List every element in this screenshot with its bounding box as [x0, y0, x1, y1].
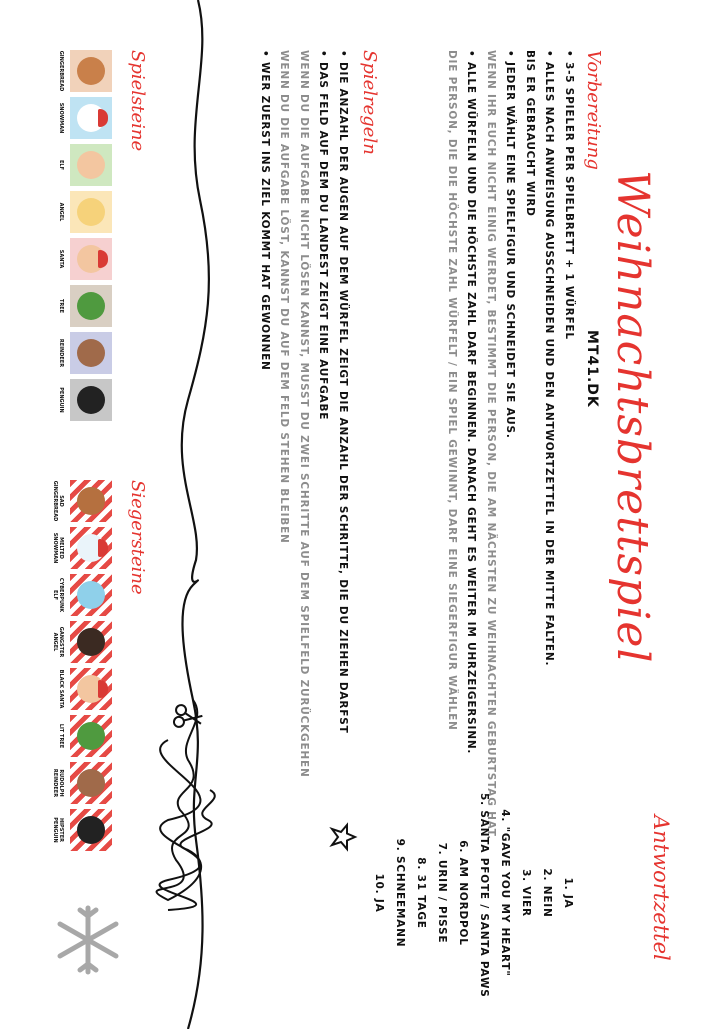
siegersteine-piece-tile	[70, 762, 112, 804]
spielsteine-piece-tile	[70, 332, 112, 374]
vorbereitung-line: • JEDER WÄHLT EINE SPIELFIGUR UND SCHNEIDET SIE AUS.	[504, 50, 517, 439]
siegersteine-piece-label: RUDOLPH REINDEER	[52, 768, 64, 798]
santa-hat-icon	[98, 109, 108, 127]
character-face-icon	[77, 151, 105, 179]
siegersteine-piece-tile	[70, 715, 112, 757]
siegersteine-piece-label: MELTED SNOWMAN	[52, 532, 64, 564]
spielsteine-piece-label: PENGUIN	[58, 387, 64, 413]
answer-item: 6. AM NORDPOL	[457, 840, 469, 946]
character-face-icon	[77, 57, 105, 85]
vorbereitung-line: DIE PERSON, DIE DIE HÖCHSTE ZAHL WÜRFELT / EIN SPIEL GEWINNT, DARF EINE SIEGERFIGUR WÄHLEN	[446, 50, 458, 731]
siegersteine-piece-tile	[70, 527, 112, 569]
spielsteine-piece-label: SNOWMAN	[58, 102, 64, 134]
character-face-icon	[77, 292, 105, 320]
spielsteine-piece-label: TREE	[58, 298, 64, 314]
siegersteine-piece-tile	[70, 668, 112, 710]
santa-hat-icon	[98, 250, 108, 268]
siegersteine-tiles	[70, 480, 112, 851]
spielsteine-tiles	[70, 50, 112, 421]
siegersteine-piece-label: HIPSTER PENGUIN	[52, 817, 64, 843]
character-face-icon	[77, 816, 105, 844]
siegersteine-piece-label: CYBERPUNK ELF	[52, 577, 64, 613]
spielsteine-piece-label: REINDEER	[58, 338, 64, 368]
spielsteine-piece-tile	[70, 379, 112, 421]
siegersteine-piece-label: GANGSTER ANGEL	[52, 626, 64, 658]
spielregeln-line: • DIE ANZAHL DER AUGEN AUF DEM WÜRFEL ZEIGT DIE ANZAHL DER SCHRITTE, DIE DU ZIEHEN DARFST	[337, 50, 349, 734]
spielsteine-piece-label: SANTA	[58, 249, 64, 269]
spielsteine-piece-label: ANGEL	[58, 202, 64, 222]
vorbereitung-line: • ALLE WÜRFELN UND DIE HÖCHSTE ZAHL DARF BEGINNEN. DANACH GEHT ES WEITER IM UHRZEIGERSINN.	[465, 50, 478, 755]
spielsteine-labels	[58, 50, 64, 421]
page-title: Weihnachtsbrettspiel	[607, 170, 658, 664]
siegersteine-labels	[52, 480, 64, 851]
answer-item: 10. JA	[373, 873, 385, 913]
answer-item: 5. SANTA PFOTE / SANTA PAWS	[478, 793, 490, 998]
siegersteine-piece-tile	[70, 621, 112, 663]
spielsteine-piece-label: ELF	[58, 159, 64, 171]
character-face-icon	[77, 339, 105, 367]
character-face-icon	[77, 581, 105, 609]
siegersteine-piece-tile	[70, 480, 112, 522]
page-subtitle: MT41.DK	[584, 330, 600, 408]
spielsteine-heading: Spielsteine	[127, 50, 148, 152]
vorbereitung-heading: Vorbereitung	[583, 50, 604, 170]
spielregeln-line: • DAS FELD AUF DEM DU LANDEST ZEIGT EINE AUFGABE	[317, 50, 330, 421]
answer-item: 9. SCHNEEMANN	[394, 838, 406, 948]
vorbereitung-line: WENN IHR EUCH NICHT EINIG WERDET, BESTIMMT DIE PERSON, DIE AM NÄCHSTEN ZU WEIHNACHTEN GEBURTSTAG HAT.	[485, 50, 497, 840]
antwortzettel-heading: Antwortzettel	[649, 815, 673, 961]
spielregeln-line: • WER ZUERST INS ZIEL KOMMT HAT GEWONNEN	[259, 50, 271, 371]
siegersteine-piece-tile	[70, 809, 112, 851]
spielsteine-piece-tile	[70, 238, 112, 280]
character-face-icon	[77, 487, 105, 515]
character-face-icon	[77, 769, 105, 797]
answer-item: 8. 31 TAGE	[415, 857, 427, 929]
spielsteine-piece-tile	[70, 50, 112, 92]
siegersteine-heading: Siegersteine	[127, 480, 148, 595]
answer-item: 7. URIN / PISSE	[436, 842, 448, 944]
character-face-icon	[77, 722, 105, 750]
answer-list	[368, 793, 578, 998]
character-face-icon	[77, 198, 105, 226]
spielregeln-list	[255, 50, 353, 778]
snowflake-icon	[60, 908, 116, 972]
answer-item: 4. "GAVE YOU MY HEART"	[499, 809, 511, 977]
siegersteine-piece-tile	[70, 574, 112, 616]
spielregeln-line: WENN DU DIE AUFGABE NICHT LÖSEN KANNST, MUSST DU ZWEI SCHRITTE AUF DEM SPIELFELD ZURÜCKGEHEN	[298, 50, 310, 778]
siegersteine-piece-label: LIT TREE	[58, 723, 64, 749]
spielregeln-line: WENN DU DIE AUFGABE LÖST, KANNST DU AUF DEM FELD STEHEN BLEIBEN	[278, 50, 291, 544]
answer-item: 1. JA	[562, 877, 574, 909]
star-icon	[332, 825, 355, 849]
vorbereitung-list	[442, 50, 579, 840]
spielsteine-piece-label: GINGERBREAD	[58, 50, 64, 92]
santa-hat-icon	[98, 680, 108, 698]
spielsteine-piece-tile	[70, 285, 112, 327]
answer-item: 2. NEIN	[541, 868, 553, 918]
spielsteine-piece-tile	[70, 191, 112, 233]
spielregeln-heading: Spielregeln	[359, 50, 380, 155]
character-face-icon	[77, 386, 105, 414]
character-face-icon	[77, 628, 105, 656]
siegersteine-piece-label: SAD GINGERBREAD	[52, 480, 64, 522]
spielsteine-piece-tile	[70, 97, 112, 139]
vorbereitung-line: BIS ER GEBRAUCHT WIRD	[524, 50, 536, 217]
answer-item: 3. VIER	[520, 869, 532, 917]
santa-hat-icon	[98, 539, 108, 557]
vorbereitung-line: • 3-5 SPIELER PER SPIELBRETT + 1 WÜRFEL	[563, 50, 575, 340]
scribble-tree	[157, 700, 215, 900]
siegersteine-piece-label: BLACK SANTA	[58, 669, 64, 709]
vorbereitung-line: • ALLES NACH ANWEISUNG AUSSCHNEIDEN UND DEN ANTWORTZETTEL IN DER MITTE FALTEN.	[543, 50, 556, 667]
spielsteine-piece-tile	[70, 144, 112, 186]
scissors-icon	[173, 704, 203, 730]
